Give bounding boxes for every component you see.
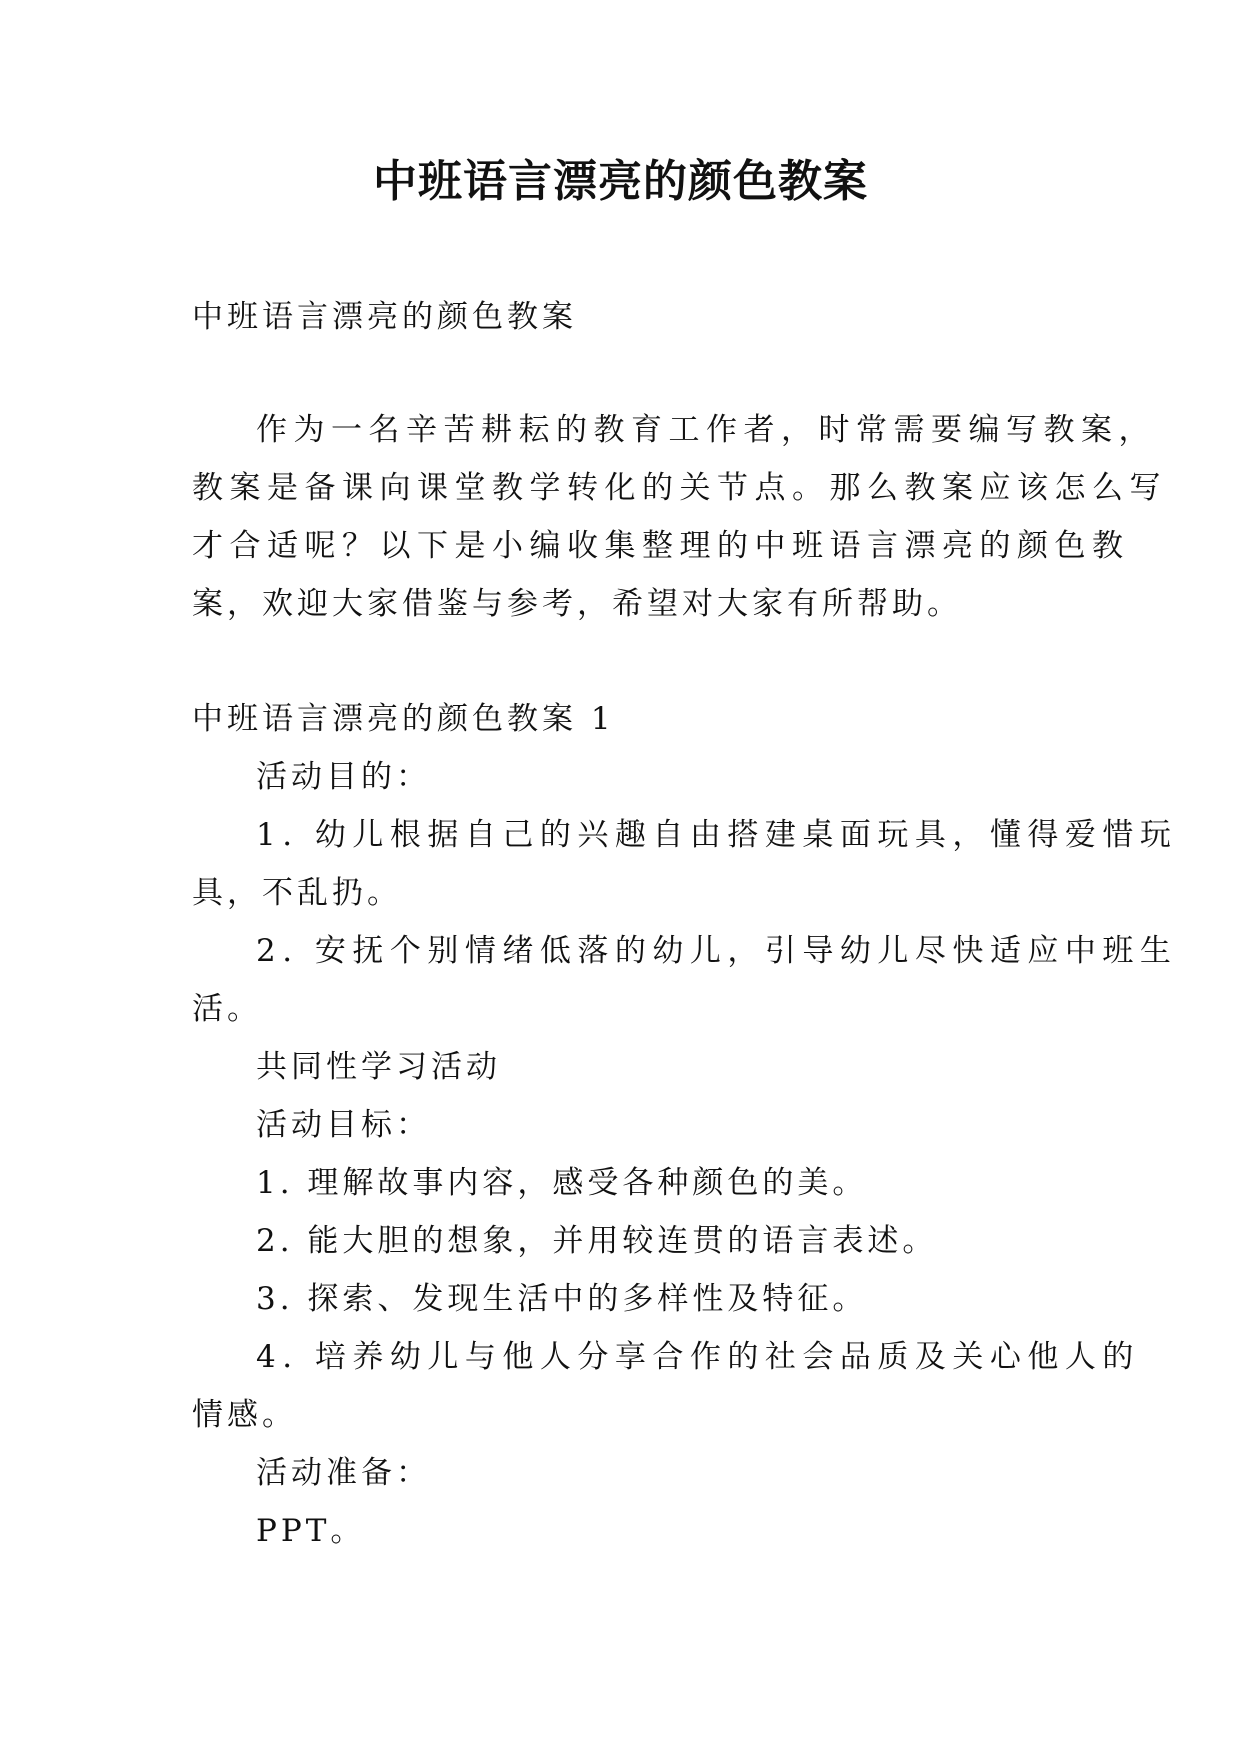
- goal-4-line-2: 情感。: [192, 1397, 297, 1433]
- common-activity-heading: 共同性学习活动: [256, 1049, 501, 1085]
- activity-purpose-label: 活动目的：: [256, 759, 431, 795]
- intro-line-3: 才合适呢？以下是小编收集整理的中班语言漂亮的颜色教: [192, 528, 1130, 564]
- intro-line-4: 案，欢迎大家借鉴与参考，希望对大家有所帮助。: [192, 586, 962, 622]
- document-subtitle: 中班语言漂亮的颜色教案: [192, 299, 577, 335]
- activity-goal-label: 活动目标：: [256, 1107, 431, 1143]
- document-title: 中班语言漂亮的颜色教案: [373, 156, 868, 207]
- goal-4-line-1: 4. 培养幼儿与他人分享合作的社会品质及关心他人的: [256, 1339, 1140, 1375]
- purpose-1-line-1: 1. 幼儿根据自己的兴趣自由搭建桌面玩具，懂得爱惜玩: [256, 817, 1178, 853]
- goal-3: 3. 探索、发现生活中的多样性及特征。: [256, 1281, 868, 1317]
- goal-2: 2. 能大胆的想象，并用较连贯的语言表述。: [256, 1223, 938, 1259]
- preparation-item: PPT。: [256, 1513, 366, 1549]
- purpose-2-line-1: 2. 安抚个别情绪低落的幼儿，引导幼儿尽快适应中班生: [256, 933, 1178, 969]
- intro-line-2: 教案是备课向课堂教学转化的关节点。那么教案应该怎么写: [192, 470, 1167, 506]
- purpose-2-line-2: 活。: [192, 991, 262, 1027]
- preparation-label: 活动准备：: [256, 1455, 431, 1491]
- intro-line-1: 作为一名辛苦耕耘的教育工作者，时常需要编写教案，: [256, 412, 1156, 448]
- purpose-1-line-2: 具，不乱扔。: [192, 875, 402, 911]
- section-heading: 中班语言漂亮的颜色教案 1: [192, 701, 615, 737]
- goal-1: 1. 理解故事内容，感受各种颜色的美。: [256, 1165, 868, 1201]
